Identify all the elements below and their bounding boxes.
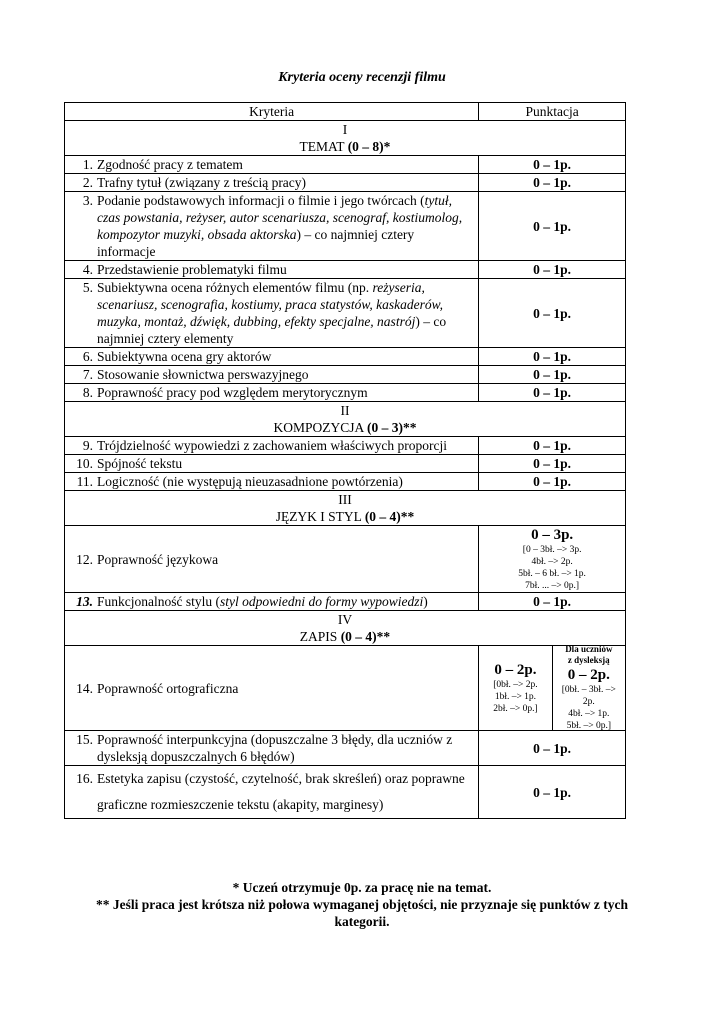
section-title: ZAPIS (0 – 4)** <box>299 629 391 644</box>
item-number: 4. <box>82 262 93 277</box>
item-text: Poprawność językowa <box>97 551 219 567</box>
item-points: 0 – 1p. <box>479 348 626 366</box>
table-row <box>65 384 626 402</box>
table-header-row <box>65 103 626 121</box>
points-detail: 2p. <box>582 697 595 707</box>
item-text: Zgodność pracy z tematem <box>97 157 243 172</box>
footnote: ** Jeśli praca jest krótsza niż połowa wymaganej objętości, nie przyznaje się punktów z tych kategorii. <box>95 897 629 929</box>
item-number: 1. <box>82 157 93 172</box>
footnote: * Uczeń otrzymuje 0p. za pracę nie na temat. <box>232 880 492 895</box>
item-points: 0 – 1p. <box>479 192 626 261</box>
criteria-table <box>64 102 626 819</box>
item-text: Trójdzielność wypowiedzi z zachowaniem właściwych proporcji <box>97 438 448 453</box>
header-points: Punktacja <box>479 103 626 121</box>
points-value: 0 – 3p. <box>531 527 574 543</box>
points-value: 0 – 2p. <box>567 667 610 683</box>
section-roman: II <box>340 403 350 418</box>
item-number: 10. <box>76 456 93 471</box>
points-detail: 7bł. ... –> 0p.] <box>525 581 580 591</box>
item-number: 13. <box>76 594 93 609</box>
item-points: 0 – 1p. <box>479 366 626 384</box>
table-row <box>65 156 626 174</box>
item-text: Poprawność ortograficzna <box>97 680 239 696</box>
item-text: Trafny tytuł (związany z treścią pracy) <box>97 175 307 190</box>
points-detail: [0 – 3bł. –> 3p. <box>522 545 582 555</box>
section-title: KOMPOZYCJA (0 – 3)** <box>273 420 417 435</box>
table-row <box>65 766 626 819</box>
item-points: 0 – 1p. <box>479 156 626 174</box>
section-header <box>65 491 626 526</box>
points-detail: [0bł. – 3bł. –> <box>561 685 616 695</box>
item-text: Logiczność (nie występują nieuzasadnione powtórzenia) <box>97 474 403 489</box>
table-row <box>65 437 626 455</box>
points-detail: 4bł. –> 2p. <box>531 557 573 567</box>
item-text: Subiektywna ocena różnych elementów filmu (np. reżyseria, scenariusz, scenografia, kostiumy, praca statystów, kaskaderów, muzyka, montaż, dźwięk, dubbing, efekty specjalne, nastrój) – co najmniej cztery elementy <box>97 280 447 346</box>
item-text: Przedstawienie problematyki filmu <box>97 262 287 277</box>
item-number: 12. <box>76 551 93 567</box>
table-row <box>65 192 626 261</box>
item-number: 15. <box>76 732 93 747</box>
section-header <box>65 611 626 646</box>
item-number: 5. <box>82 280 93 295</box>
points-detail: [0bł. –> 2p. <box>493 680 538 690</box>
item-points: 0 – 1p. <box>479 174 626 192</box>
item-points: 0 – 1p. <box>479 593 626 611</box>
item-points <box>479 646 626 731</box>
points-value: 0 – 2p. <box>494 662 537 678</box>
points-detail: 1bł. –> 1p. <box>494 692 537 702</box>
item-number: 11. <box>76 474 93 489</box>
footnotes <box>0 879 724 930</box>
item-number: 9. <box>82 438 93 453</box>
item-number: 7. <box>82 367 93 382</box>
table-row <box>65 279 626 348</box>
section-title: TEMAT (0 – 8)* <box>299 139 391 154</box>
item-number: 2. <box>82 175 93 190</box>
section-header <box>65 121 626 156</box>
item-text: Podanie podstawowych informacji o filmie i jego twórcach (tytuł, czas powstania, reżyser, autor scenariusza, scenograf, kostiumolog, kompozytor muzyki, obsada aktorska) – co najmniej cztery informacje <box>97 193 463 259</box>
item-text: Funkcjonalność stylu (styl odpowiedni do formy wypowiedzi) <box>97 594 428 609</box>
table-row <box>65 366 626 384</box>
item-points: 0 – 1p. <box>479 455 626 473</box>
section-roman: III <box>338 492 352 507</box>
section-roman: IV <box>337 612 353 627</box>
points-dyslexia <box>553 646 625 730</box>
item-text: Poprawność interpunkcyjna (dopuszczalne 3 błędy, dla uczniów z dysleksją dopuszczalnych 6 błędów) <box>97 732 453 764</box>
item-number: 14. <box>76 680 93 696</box>
points-detail: 5bł. –> 0p.] <box>566 721 612 731</box>
table-row <box>65 646 626 731</box>
table-row <box>65 455 626 473</box>
item-points: 0 – 1p. <box>479 261 626 279</box>
item-points <box>479 526 626 593</box>
section-header <box>65 402 626 437</box>
header-criteria: Kryteria <box>65 103 479 121</box>
points-detail: 5bł. – 6 bł. –> 1p. <box>518 569 586 579</box>
table-row <box>65 526 626 593</box>
item-text: Subiektywna ocena gry aktorów <box>97 349 272 364</box>
item-text: Stosowanie słownictwa perswazyjnego <box>97 367 309 382</box>
table-row <box>65 731 626 766</box>
item-points: 0 – 1p. <box>479 279 626 348</box>
table-row <box>65 261 626 279</box>
points-detail: 2bł. –> 0p.] <box>493 704 538 714</box>
item-number: 6. <box>82 349 93 364</box>
item-text: Estetyka zapisu (czystość, czytelność, brak skreśleń) oraz poprawne graficzne rozmieszczenie tekstu (akapity, marginesy) <box>97 771 465 812</box>
item-points: 0 – 1p. <box>479 437 626 455</box>
document-title: Kryteria oceny recenzji filmu <box>278 70 446 85</box>
points-standard <box>479 646 552 730</box>
item-text: Poprawność pracy pod względem merytorycznym <box>97 385 368 400</box>
section-title: JĘZYK I STYL (0 – 4)** <box>275 509 415 524</box>
table-row <box>65 348 626 366</box>
section-roman: I <box>342 122 348 137</box>
dyslexia-heading: Dla uczniów <box>565 644 613 654</box>
item-points: 0 – 1p. <box>479 731 626 766</box>
item-text: Spójność tekstu <box>97 456 183 471</box>
item-points: 0 – 1p. <box>479 384 626 402</box>
dyslexia-heading: z dysleksją <box>567 655 610 665</box>
table-row <box>65 473 626 491</box>
table-row <box>65 174 626 192</box>
item-points: 0 – 1p. <box>479 473 626 491</box>
item-number: 3. <box>82 193 93 208</box>
item-number: 16. <box>76 771 93 786</box>
points-detail: 4bł. –> 1p. <box>568 709 610 719</box>
item-number: 8. <box>82 385 93 400</box>
table-row <box>65 593 626 611</box>
item-points: 0 – 1p. <box>479 766 626 819</box>
